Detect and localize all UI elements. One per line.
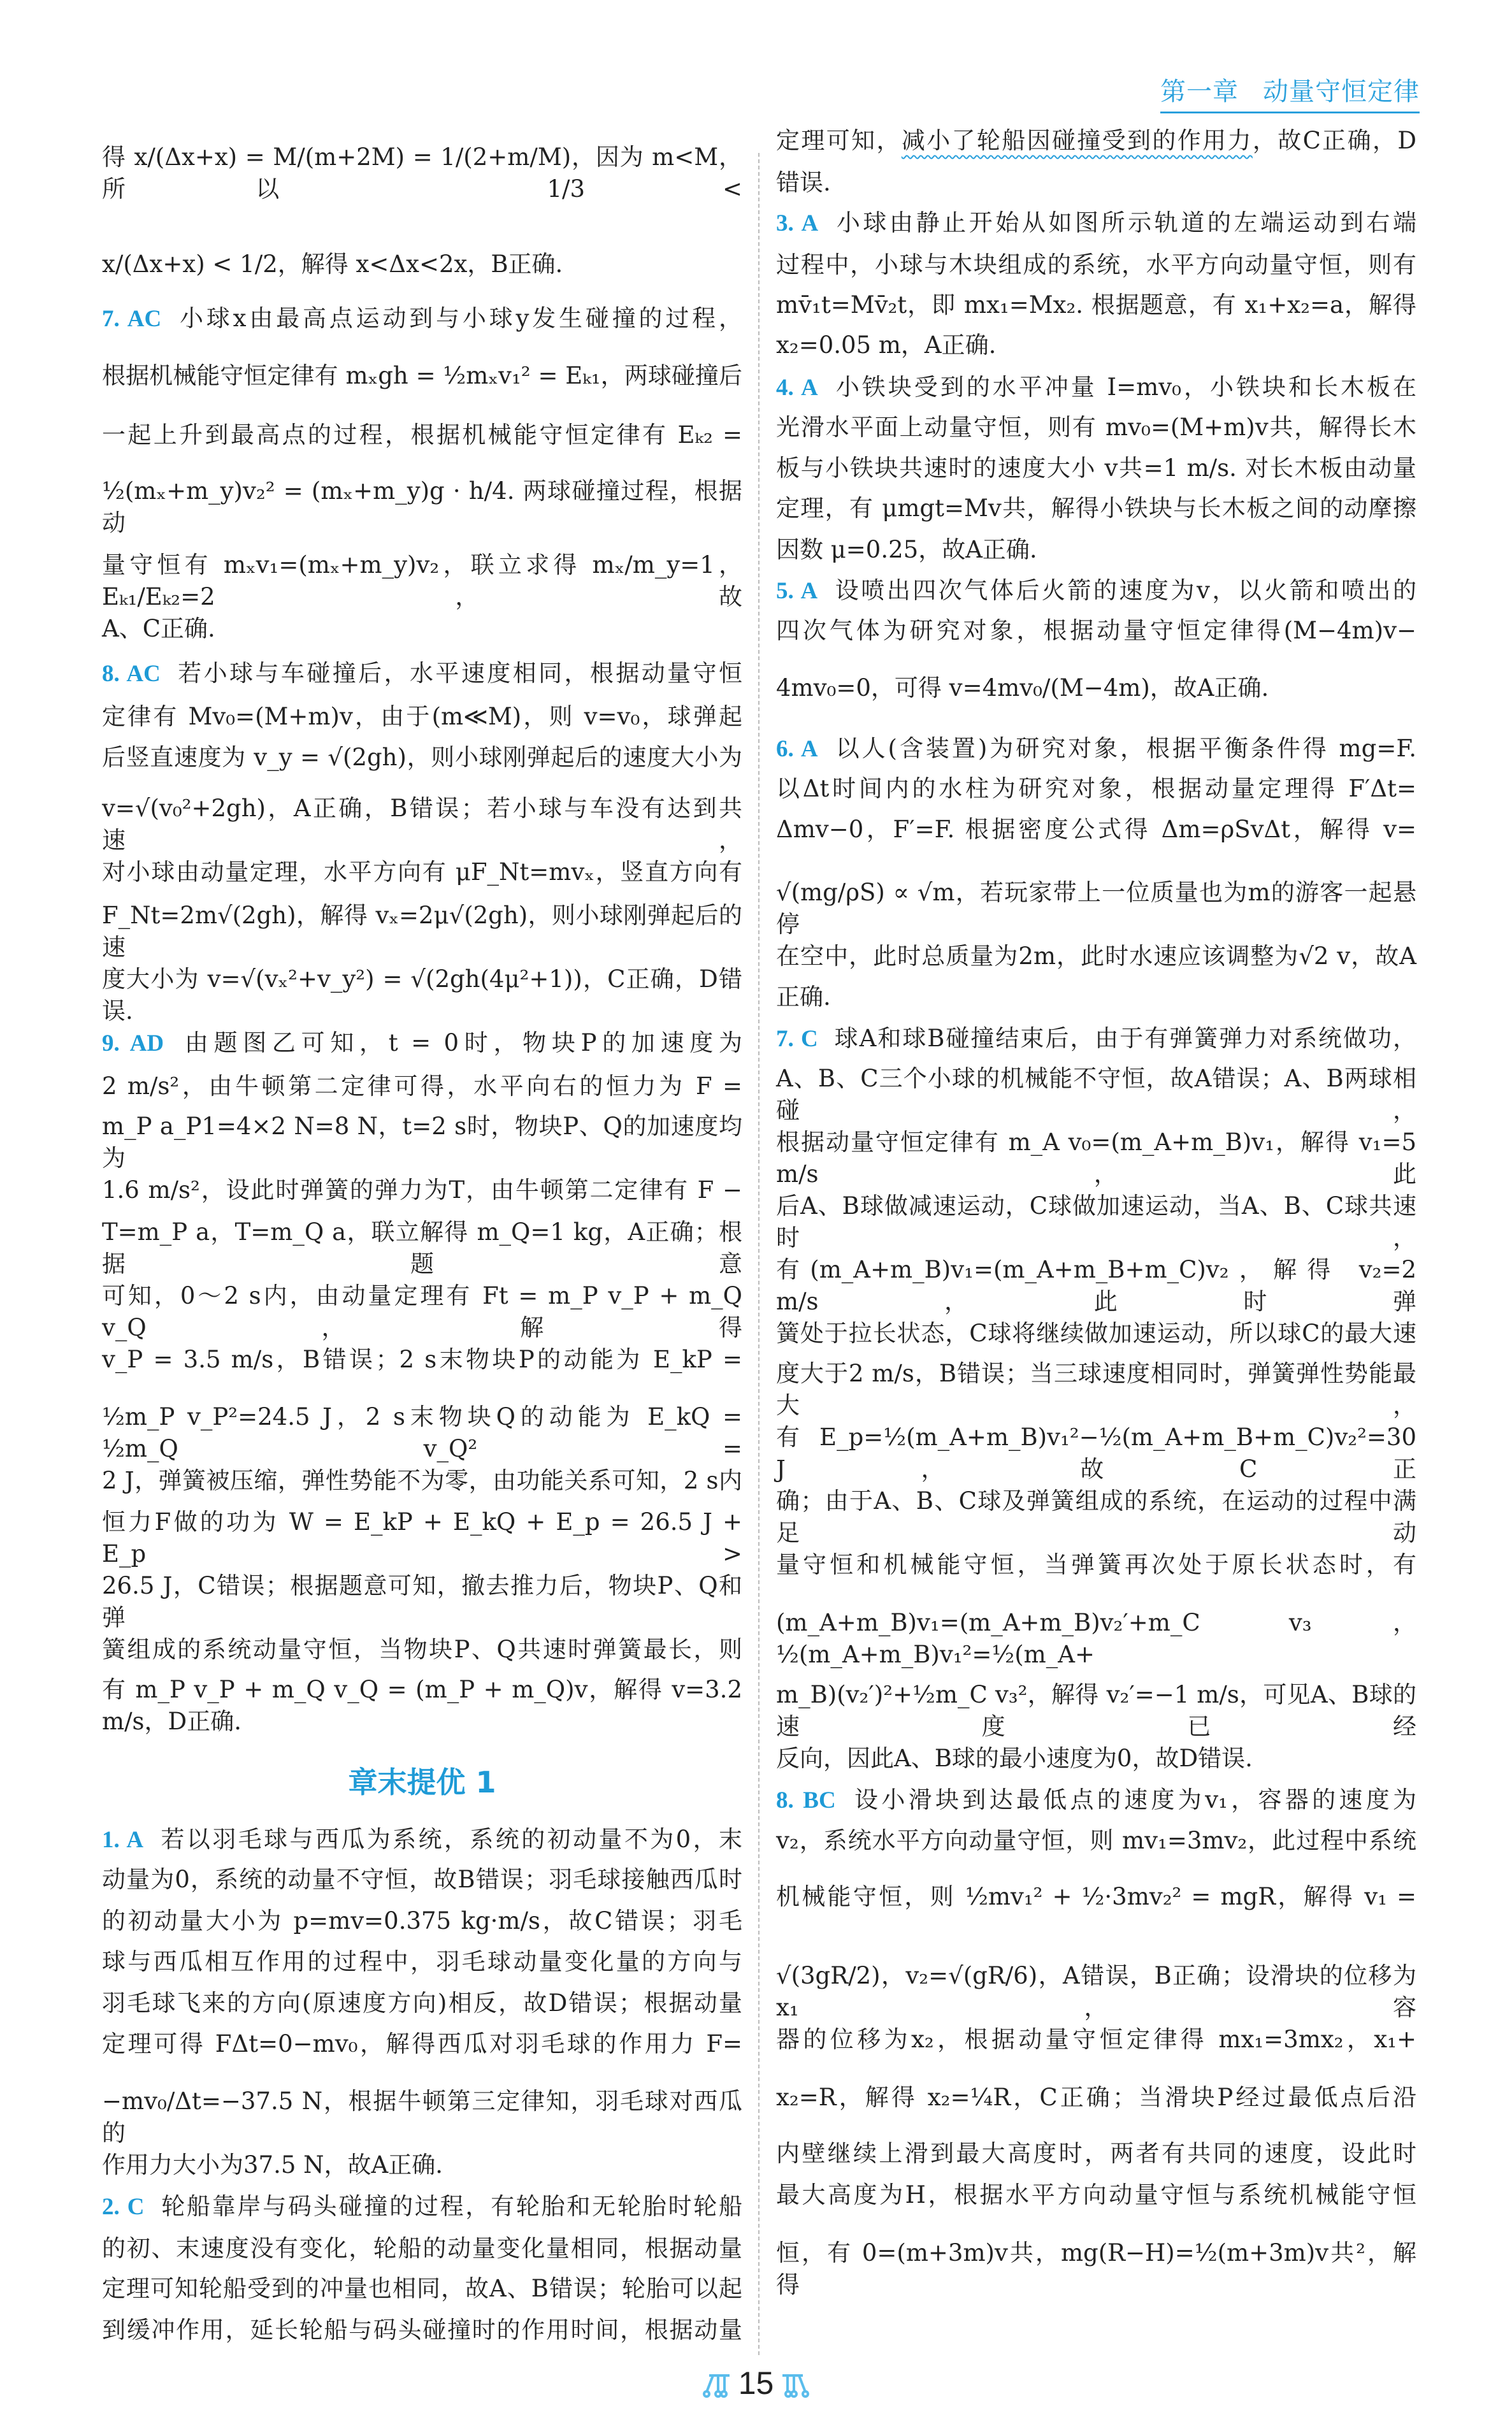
answer-item-heading-line [102,303,742,360]
line-text: −mv₀/Δt=−37.5 N，根据牛顿第三定律知，羽毛球对西瓜的 [102,2087,742,2147]
text-line [102,1634,742,1674]
text-line [102,2273,742,2314]
line-text: 错误. [776,169,831,196]
left-column [102,141,742,2355]
text-line [776,1960,1416,2024]
line-text: ½(mₓ+m_y)v₂² = (mₓ+m_y)g · h/4. 两球碰撞过程，根据动 [102,477,742,537]
line-text: 以Δt时间内的水柱为研究对象，根据动量定理得 F′Δt= [776,775,1416,802]
line-text: 反向，因此A、B球的最小速度为0，故D错误. [776,1745,1253,1772]
line-text: 26.5 J，C错误；根据题意可知，撤去推力后，物块P、Q和弹 [102,1572,742,1631]
text-line [776,941,1416,981]
line-text: 因数 μ=0.25，故A正确. [776,536,1037,563]
text-line [776,167,1416,207]
line-text: 若以羽毛球与西瓜为系统，系统的初动量不为0，末 [159,1826,742,1853]
line-text: 定理，有 μmgt=Mv共，解得小铁块与长木板之间的动摩擦 [776,494,1416,522]
line-text: Δmv−0，F′=F. 根据密度公式得 Δm=ρSvΔt，解得 v= [776,816,1416,843]
answer-item-heading-line [776,207,1416,249]
line-text: 可知，0～2 s内，由动量定理有 Ft = m_P v_P + m_Q v_Q，解得 [102,1282,742,1341]
text-line [776,2082,1416,2138]
line-text: 正确. [776,983,831,1011]
text-line [102,1401,742,1465]
text-line [102,963,742,1027]
line-text: 的初、末速度没有变化，轮船的动量变化量相同，根据动量 [102,2235,742,2262]
text-line [776,1679,1416,1743]
line-text: T=m_P a，T=m_Q a，联立解得 m_Q=1 kg，A正确；根据题意 [102,1218,742,1278]
text-line [102,2314,742,2355]
line-text: √(3gR/2)，v₂=√(gR/6)，A错误，B正确；设滑块的位移为x₁，容 [776,1962,1416,2021]
answer-label: 8. BC [776,1787,836,1813]
line-text: (m_A+m_B)v₁=(m_A+m_B)v₂′+m_C v₃，½(m_A+m_B)v₁²=½(m_A+ [776,1609,1416,1668]
text-line [102,141,742,249]
line-text: 确；由于A、B、C球及弹簧组成的系统，在运动的过程中满足动 [776,1487,1416,1546]
line-text: ，故C正确，D [1252,127,1417,154]
page-footer [0,2365,1512,2402]
line-text: 板与小铁块共速时的速度大小 v共=1 m/s. 对长木板由动量 [776,454,1416,482]
line-text: 后A、B球做减速运动，C球做加速运动，当A、B、C球共速时， [776,1192,1416,1251]
line-text: 根据机械能守恒定律有 mₓgh = ½mₓv₁² = Eₖ₁，两球碰撞后 [102,362,742,389]
text-line [102,613,742,658]
line-text: 若小球与车碰撞后，水平速度相同，根据动量守恒 [175,660,743,687]
text-line [102,856,742,900]
line-text: 由题图乙可知，t = 0时，物块P的加速度为 [179,1029,742,1056]
answer-label: 6. A [776,736,818,762]
text-line [102,900,742,963]
line-text: 2 J，弹簧被压缩，弹性势能不为零，由功能关系可知，2 s内 [102,1467,742,1494]
text-line [102,1864,742,1905]
line-text: 小球x由最高点运动到与小球y发生碰撞的过程， [176,305,742,332]
text-line [102,1946,742,1987]
text-line [102,1174,742,1216]
text-line [776,534,1416,575]
line-text: 最大高度为H，根据水平方向动量守恒与系统机械能守恒 [776,2181,1416,2209]
text-line [102,701,742,742]
line-text: 羽毛球飞来的方向(原速度方向)相反，故D错误；根据动量 [102,1989,742,2017]
answer-label: 1. A [102,1827,144,1853]
line-text: 簧处于拉长状态，C球将继续做加速运动，所以球C的最大速 [776,1320,1416,1347]
line-text: 定律有 Mv₀=(M+m)v，由于(m≪M)，则 v=v₀，球弹起 [102,703,742,730]
text-line [776,615,1416,672]
line-text: 度大于2 m/s，B错误；当三球速度相同时，弹簧弹性势能最大， [776,1360,1416,1419]
line-text: 4mv₀=0，可得 v=4mv₀/(M−4m)，故A正确. [776,674,1269,702]
text-line [102,549,742,613]
answer-item-heading-line [102,2191,742,2233]
right-column [776,125,1416,2301]
line-text: 定理可得 FΔt=0−mv₀，解得西瓜对羽毛球的作用力 F= [102,2030,742,2058]
text-line [102,2233,742,2273]
text-line [776,2179,1416,2237]
text-line [102,2086,742,2149]
answer-item-heading-line [102,1027,742,1070]
line-text: 球A和球B碰撞结束后，由于有弹簧弹力对系统做功， [833,1025,1416,1052]
answer-label: 8. AC [102,661,161,687]
line-text: 小球由静止开始从如图所示轨道的左端运动到右端 [833,209,1416,236]
pendulum-ornament-icon [781,2373,809,2398]
text-line [776,289,1416,329]
text-line [776,1422,1416,1485]
text-line [776,1190,1416,1254]
line-text: 一起上升到最高点的过程，根据机械能守恒定律有 Eₖ₂ = [102,421,742,449]
text-line [102,1111,742,1174]
line-text: 设喷出四次气体后火箭的速度为v，以火箭和喷出的 [833,577,1416,604]
text-line [102,2149,742,2191]
text-line [102,419,742,475]
section-title: 章末提优 1 [348,1765,496,1799]
answer-label: 3. A [776,210,819,236]
text-line [776,1607,1416,1679]
answer-item-heading-line [102,658,742,701]
line-text: v₂，系统水平方向动量守恒，则 mv₁=3mv₂，此过程中系统 [776,1827,1416,1854]
line-text: 动量为0，系统的动量不守恒，故B错误；羽毛球接触西瓜时 [102,1866,742,1893]
line-text: 以人(含装置)为研究对象，根据平衡条件得 mg=F. [833,735,1416,762]
line-text: 得 x/(Δx+x) = M/(m+2M) = 1/(2+m/M)，因为 m<M，所以 1/3 < [102,143,742,203]
line-text: ½m_P v_P²=24.5 J，2 s末物块Q的动能为 E_kQ = ½m_Q v_Q² = [102,1403,742,1462]
text-line [776,981,1416,1023]
text-line [776,412,1416,452]
line-text: 器的位移为x₂，根据动量守恒定律得 mx₁=3mx₂，x₁+ [776,2026,1416,2053]
text-line [776,1549,1416,1607]
text-line [102,1070,742,1111]
page-number: 15 [738,2365,774,2401]
chapter-header [1160,71,1420,113]
line-text: 轮船靠岸与码头碰撞的过程，有轮胎和无轮胎时轮船 [159,2193,742,2220]
text-line [102,475,742,549]
line-text: 设小滑块到达最低点的速度为v₁，容器的速度为 [851,1786,1417,1813]
line-text: 过程中，小球与木块组成的系统，水平方向动量守恒，则有 [776,251,1416,278]
line-text: 定理可知， [776,127,902,154]
answer-label: 7. AC [102,306,162,332]
line-text: 定理可知轮船受到的冲量也相同，故A、B错误；轮胎可以起 [102,2275,742,2302]
text-line [102,2028,742,2086]
line-text: √(mg/ρS) ∝ √m，若玩家带上一位质量也为m的游客一起悬停 [776,879,1416,938]
answer-item-heading-line [776,1784,1416,1825]
pendulum-ornament-icon [703,2373,731,2398]
line-text: x₂=R，解得 x₂=¼R，C正确；当滑块P经过最低点后沿 [776,2084,1416,2111]
line-text: 恒，有 0=(m+3m)v共，mg(R−H)=½(m+3m)v共²，解得 [776,2239,1416,2298]
text-line [776,1358,1416,1422]
line-text: 1.6 m/s²，设此时弹簧的弹力为T，由牛顿第二定律有 F − [102,1176,742,1204]
text-line [102,1570,742,1634]
text-line [776,125,1416,167]
answer-label: 9. AD [102,1030,164,1056]
line-text: 对小球由动量定理，水平方向有 μF_Nt=mvₓ，竖直方向有 [102,858,742,886]
text-line [102,1905,742,1946]
text-line [776,2138,1416,2179]
text-line [776,1254,1416,1318]
answer-label: 2. C [102,2194,145,2220]
answer-label: 5. A [776,578,818,604]
text-line [776,672,1416,733]
text-line [776,249,1416,289]
line-text: 到缓冲作用，延长轮船与码头碰撞时的作用时间，根据动量 [102,2316,742,2344]
text-line [102,249,742,303]
line-text: 小铁块受到的水平冲量 I=mv₀，小铁块和长木板在 [833,373,1416,401]
answer-item-heading-line [776,1023,1416,1063]
text-line [776,329,1416,371]
answer-label: 7. C [776,1026,818,1052]
text-line [102,1280,742,1344]
line-text: v_P = 3.5 m/s，B错误；2 s末物块P的动能为 E_kP = [102,1346,742,1373]
line-text: 作用力大小为37.5 N，故A正确. [102,2151,443,2179]
text-line [776,2237,1416,2301]
chapter-title: 动量守恒定律 [1263,77,1420,106]
text-line [102,1216,742,1280]
line-text: 量守恒有 mₓv₁=(mₓ+m_y)v₂，联立求得 mₓ/m_y=1，Eₖ₁/Eₖ₂=2，故 [102,551,742,610]
answer-item-heading-line [776,733,1416,773]
text-line [776,814,1416,877]
line-text: 有(m_A+m_B)v₁=(m_A+m_B+m_C)v₂，解得 v₂=2 m/s，此时弹 [776,1256,1416,1315]
text-line [102,1465,742,1506]
column-divider [758,153,760,2355]
text-line [776,773,1416,814]
text-line [776,493,1416,534]
line-text: 机械能守恒，则 ½mv₁² + ½·3mv₂² = mgR，解得 v₁ = [776,1883,1416,1910]
line-text: 四次气体为研究对象，根据动量守恒定律得(M−4m)v− [776,617,1416,644]
line-text: 光滑水平面上动量守恒，则有 mv₀=(M+m)v共，解得长木 [776,414,1416,441]
text-line [102,1987,742,2028]
line-text: F_Nt=2m√(2gh)，解得 vₓ=2μ√(2gh)，则小球刚弹起后的速 [102,902,742,961]
text-line [776,452,1416,493]
line-text: 在空中，此时总质量为2m，此时水速应该调整为√2 v，故A [776,942,1416,970]
line-text: 恒力F做的功为 W = E_kP + E_kQ + E_p = 26.5 J + E_p > [102,1508,742,1568]
answer-item-heading-line [102,1824,742,1864]
line-text: m_B)(v₂′)²+½m_C v₃²，解得 v₂′=−1 m/s，可见A、B球的速度已经 [776,1681,1416,1740]
text-line [102,793,742,856]
wavy-underlined-text: 减小了轮船因碰撞受到的作用力 [901,127,1253,154]
line-text: x₂=0.05 m，A正确. [776,331,997,359]
line-text: 量守恒和机械能守恒，当弹簧再次处于原长状态时，有 [776,1551,1416,1578]
line-text: 2 m/s²，由牛顿第二定律可得，水平向右的恒力为 F = [102,1072,742,1100]
text-line [102,1506,742,1570]
text-line [102,360,742,419]
line-text: x/(Δx+x) < 1/2，解得 x<Δx<2x，B正确. [102,250,563,278]
text-line [102,1344,742,1401]
text-line [776,2024,1416,2082]
line-text: 度大小为 v=√(vₓ²+v_y²) = √(2gh(4μ²+1))，C正确，D错误. [102,965,742,1025]
text-line [776,1825,1416,1881]
line-text: 簧组成的系统动量守恒，当物块P、Q共速时弹簧最长，则 [102,1636,742,1663]
answer-item-heading-line [776,575,1416,615]
answer-label: 4. A [776,375,818,401]
line-text: 球与西瓜相互作用的过程中，羽毛球动量变化量的方向与 [102,1948,742,1975]
line-text: v=√(v₀²+2gh)，A正确，B错误；若小球与车没有达到共速， [102,795,742,854]
line-text: 的初动量大小为 p=mv=0.375 kg·m/s，故C错误；羽毛 [102,1907,742,1935]
text-line [776,1063,1416,1127]
text-line [776,1743,1416,1784]
answer-item-heading-line [776,371,1416,412]
line-text: 有 E_p=½(m_A+m_B)v₁²−½(m_A+m_B+m_C)v₂²=30 J，故C正 [776,1424,1416,1483]
text-line [102,742,742,793]
line-text: 根据动量守恒定律有 m_A v₀=(m_A+m_B)v₁，解得 v₁=5 m/s，此 [776,1128,1416,1188]
line-text: m_P a_P1=4×2 N=8 N，t=2 s时，物块P、Q的加速度均为 [102,1113,742,1172]
line-text: 有 m_P v_P + m_Q v_Q = (m_P + m_Q)v，解得 v=3.2 m/s，D正确. [102,1676,742,1735]
text-line [776,1485,1416,1549]
line-text: mv̄₁t=Mv̄₂t，即 mx₁=Mx₂. 根据题意，有 x₁+x₂=a，解得 [776,291,1416,319]
text-line [102,1674,742,1738]
line-text: 内壁继续上滑到最大高度时，两者有共同的速度，设此时 [776,2140,1416,2167]
line-text: 后竖直速度为 v_y = √(2gh)，则小球刚弹起后的速度大小为 [102,744,742,771]
text-line [776,1127,1416,1190]
line-text: A、C正确. [102,615,215,642]
text-line [776,877,1416,941]
chapter-number: 第一章 [1160,77,1239,106]
line-text: A、B、C三个小球的机械能不守恒，故A错误；A、B两球相碰， [776,1065,1416,1124]
text-line [776,1318,1416,1358]
text-line [776,1881,1416,1960]
